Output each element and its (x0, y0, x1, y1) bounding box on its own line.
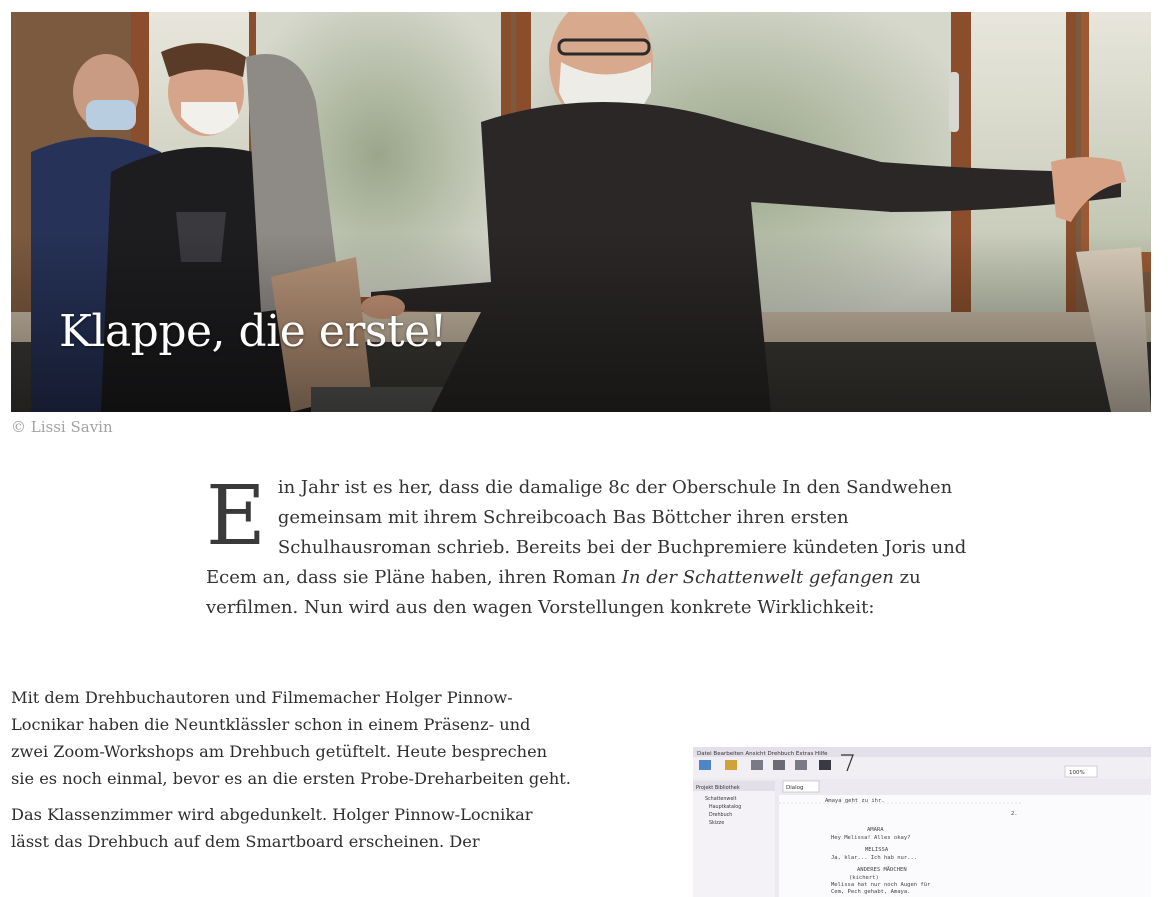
svg-text:ANDERES MÄDCHEN: ANDERES MÄDCHEN (857, 867, 907, 873)
svg-text:MELISSA: MELISSA (865, 847, 889, 853)
novel-title: In der Schattenwelt gefangen (621, 567, 894, 588)
article-body (11, 684, 571, 864)
svg-text:Ja, klar... Ich hab nur...: Ja, klar... Ich hab nur... (831, 855, 918, 861)
dropcap: E (206, 469, 266, 564)
svg-text:Amaya geht zu ihr.: Amaya geht zu ihr. (825, 798, 885, 804)
zoom-select: 100% (1069, 770, 1085, 776)
intro-paragraph (206, 469, 976, 623)
svg-text:Melissa hat nur noch Augen für: Melissa hat nur noch Augen für (831, 882, 931, 888)
svg-text:Hey Melissa! Alles okay?: Hey Melissa! Alles okay? (831, 835, 911, 841)
menu-bar-text: Datei Bearbeiten Ansicht Drehbuch Extras Hilfe (697, 751, 828, 757)
style-select: Dialog (786, 785, 804, 791)
screenplay-software-screenshot (693, 747, 1151, 897)
svg-text:AMARA: AMARA (867, 827, 884, 833)
svg-text:Hauptkatalog: Hauptkatalog (709, 805, 742, 810)
intro-text-start: in Jahr ist es her, dass die damalige 8c der Oberschule In den Sandwehen gemeinsam mit ihrem Schreibcoach Bas Böttcher ihren ersten Schulhausroman schrieb. Bereits bei der Buchpremiere kündeten Joris und Ecem an, dass sie Pläne haben, ihren Roman (206, 477, 967, 588)
svg-text:Skizze: Skizze (709, 821, 725, 826)
photo-credit: © Lissi Savin (11, 418, 113, 436)
smartboard-photo (693, 747, 1151, 897)
svg-text:(kichert): (kichert) (849, 875, 879, 881)
page-title: Klappe, die erste! (59, 306, 447, 357)
svg-text:Cem, Pech gehabt, Amaya.: Cem, Pech gehabt, Amaya. (831, 889, 911, 895)
body-paragraph-2: Das Klassenzimmer wird abgedunkelt. Holger Pinnow-Locnikar lässt das Drehbuch auf dem Smartboard erscheinen. Der (11, 805, 533, 851)
svg-text:2.: 2. (1011, 811, 1018, 817)
intro-text-end: zu verfilmen. Nun wird aus den wagen Vorstellungen konkrete Wirklichkeit: (206, 567, 921, 618)
sidebar-title: Projekt Bibliothek (696, 785, 740, 791)
svg-text:Schattenwelt: Schattenwelt (705, 797, 737, 802)
svg-text:Drehbuch: Drehbuch (709, 813, 733, 818)
hero-image (11, 12, 1151, 412)
body-paragraph-1: Mit dem Drehbuchautoren und Filmemacher Holger Pinnow-Locnikar haben die Neuntklässler schon in einem Präsenz- und zwei Zoom-Workshops am Drehbuch getüftelt. Heute besprechen sie es noch einmal, bevor es an die ersten Probe-Dreharbeiten geht. (11, 688, 571, 788)
